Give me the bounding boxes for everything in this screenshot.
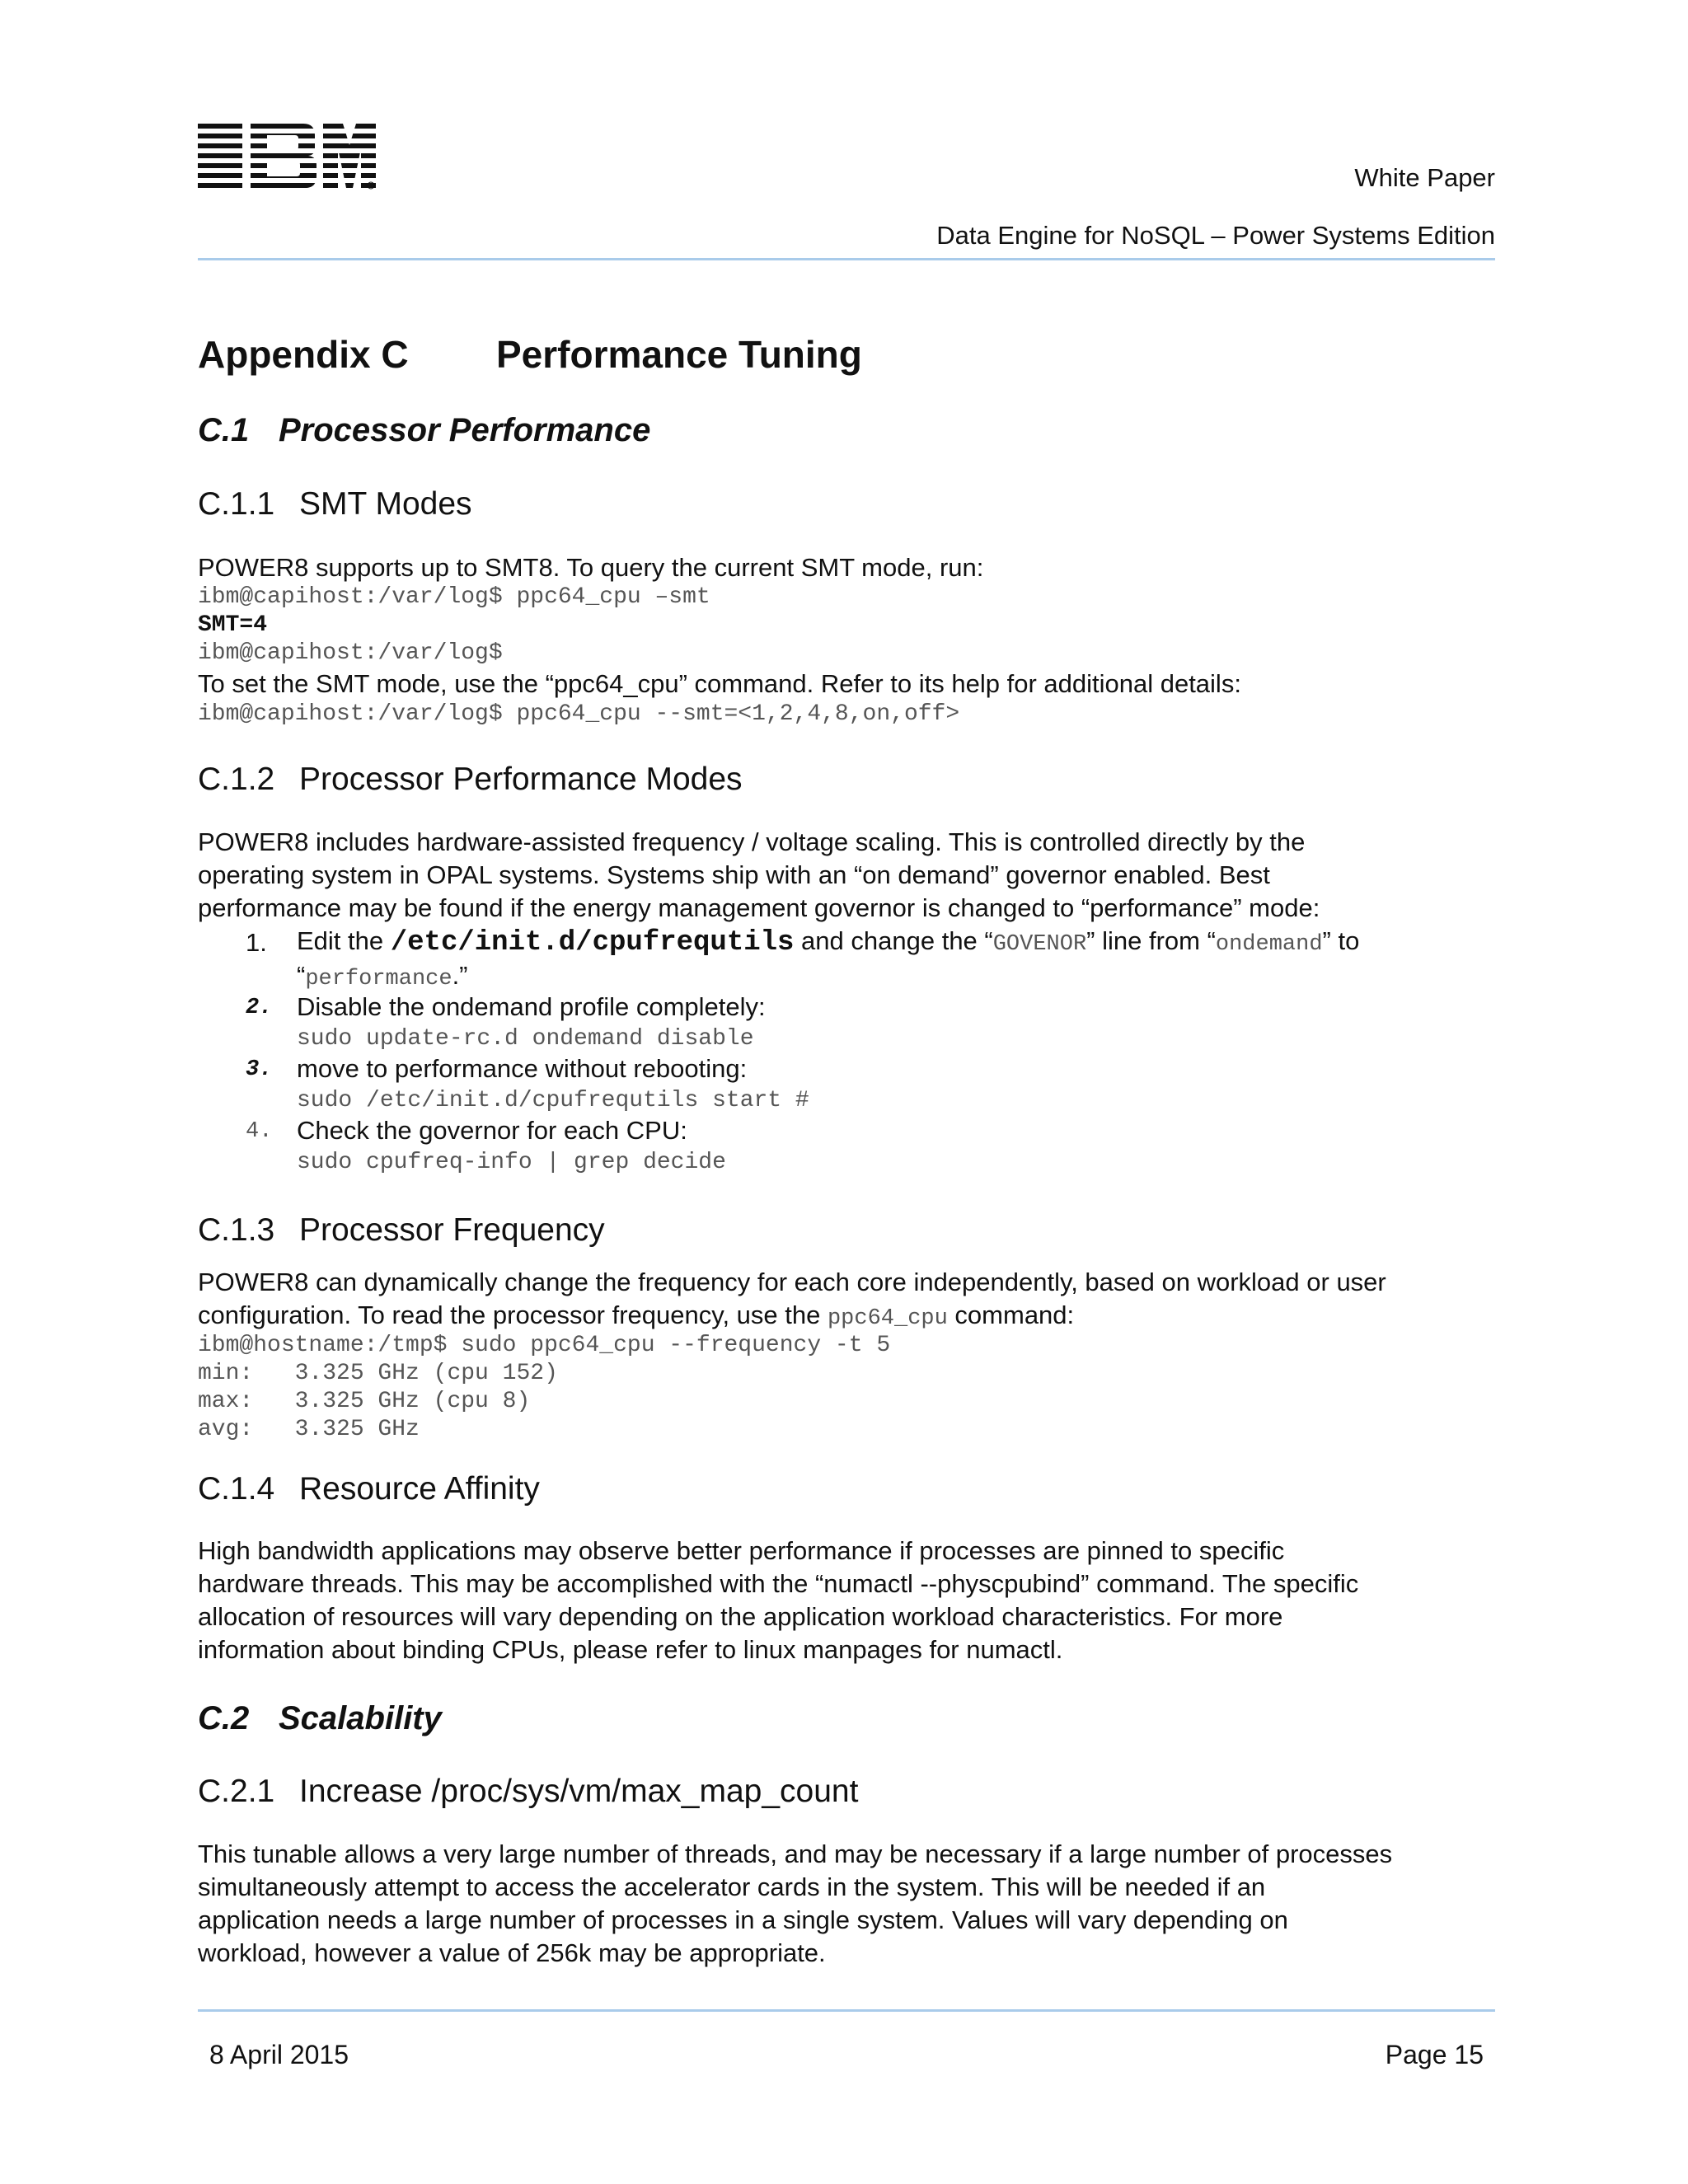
freq-code-max: max: 3.325 GHz (cpu 8) [198, 1389, 531, 1414]
subsection-heading-modes: C.1.2 Processor Performance Modes [198, 762, 743, 797]
doc-type: White Paper [1354, 163, 1495, 192]
subsection-heading-mapcount: C.2.1 Increase /proc/sys/vm/max_map_count [198, 1774, 859, 1809]
appendix-number: Appendix C [198, 333, 409, 376]
freq-code-avg: avg: 3.325 GHz [198, 1417, 420, 1442]
modes-para-line3: performance may be found if the energy management governor is changed to “performance” mode: [198, 893, 1320, 922]
step3-number: 3. [246, 1057, 273, 1082]
freq-code-command: ibm@hostname:/tmp$ sudo ppc64_cpu --frequency -t 5 [198, 1333, 891, 1358]
section-heading-c2: C.2 Scalability [198, 1700, 442, 1736]
freq-code-min: min: 3.325 GHz (cpu 152) [198, 1361, 558, 1386]
mapcount-para-line2: simultaneously attempt to access the accelerator cards in the system. This will be needed if an [198, 1872, 1266, 1901]
step2-text: Disable the ondemand profile completely: [297, 992, 766, 1021]
affinity-para-line1: High bandwidth applications may observe better performance if processes are pinned to specific [198, 1536, 1285, 1565]
smt-intro: POWER8 supports up to SMT8. To query the current SMT mode, run: [198, 553, 984, 582]
mapcount-para-line1: This tunable allows a very large number of threads, and may be necessary if a large number of processes [198, 1840, 1393, 1868]
smt-code-set: ibm@capihost:/var/log$ ppc64_cpu --smt=<1,2,4,8,on,off> [198, 701, 960, 727]
ibm-logo [198, 124, 379, 194]
doc-title: Data Engine for NoSQL – Power Systems Edition [936, 221, 1495, 250]
smt-code-output: SMT=4 [198, 612, 268, 638]
affinity-para-line3: allocation of resources will vary depending on the application workload characteristics. For more [198, 1602, 1283, 1631]
smt-code-prompt: ibm@capihost:/var/log$ [198, 640, 503, 666]
affinity-para-line2: hardware threads. This may be accomplished with the “numactl --physcpubind” command. The specific [198, 1569, 1359, 1598]
step4-text: Check the governor for each CPU: [297, 1116, 687, 1145]
step4-number: 4. [246, 1119, 273, 1144]
appendix-heading [198, 332, 862, 377]
footer-page-number: Page 15 [1385, 2040, 1484, 2069]
subsection-heading-smt: C.1.1 SMT Modes [198, 486, 472, 522]
step1-text: Edit the /etc/init.d/cpufrequtils and change the “GOVENOR” line from “ondemand” to [297, 926, 1360, 958]
step3-code: sudo /etc/init.d/cpufrequtils start # [297, 1088, 809, 1113]
header-rule [198, 258, 1495, 260]
freq-para-line2: configuration. To read the processor frequency, use the ppc64_cpu command: [198, 1301, 1075, 1331]
step3-text: move to performance without rebooting: [297, 1054, 748, 1083]
modes-para-line2: operating system in OPAL systems. Systems ship with an “on demand” governor enabled. Best [198, 860, 1270, 889]
step1-number: 1. [246, 928, 267, 957]
footer-rule [198, 2009, 1495, 2012]
mapcount-para-line3: application needs a large number of processes in a single system. Values will vary depending on [198, 1905, 1288, 1934]
step4-code: sudo cpufreq-info | grep decide [297, 1150, 726, 1175]
subsection-heading-frequency: C.1.3 Processor Frequency [198, 1212, 605, 1248]
appendix-title: Performance Tuning [496, 333, 862, 376]
mapcount-para-line4: workload, however a value of 256k may be appropriate. [198, 1938, 826, 1967]
freq-para-line1: POWER8 can dynamically change the frequency for each core independently, based on workload or user [198, 1268, 1386, 1296]
cpufrequtils-path: /etc/init.d/cpufrequtils [390, 927, 795, 958]
subsection-heading-affinity: C.1.4 Resource Affinity [198, 1471, 540, 1507]
smt-set-text: To set the SMT mode, use the “ppc64_cpu” command. Refer to its help for additional details: [198, 669, 1241, 698]
footer-date: 8 April 2015 [209, 2040, 349, 2069]
step2-number: 2. [246, 996, 273, 1020]
step1-text-cont: “performance.” [297, 961, 468, 991]
smt-code-query: ibm@capihost:/var/log$ ppc64_cpu –smt [198, 584, 710, 610]
step2-code: sudo update-rc.d ondemand disable [297, 1026, 754, 1052]
affinity-para-line4: information about binding CPUs, please refer to linux manpages for numactl. [198, 1635, 1063, 1664]
section-heading-c1: C.1 Processor Performance [198, 412, 651, 448]
modes-para-line1: POWER8 includes hardware-assisted frequency / voltage scaling. This is controlled directly by the [198, 827, 1306, 856]
